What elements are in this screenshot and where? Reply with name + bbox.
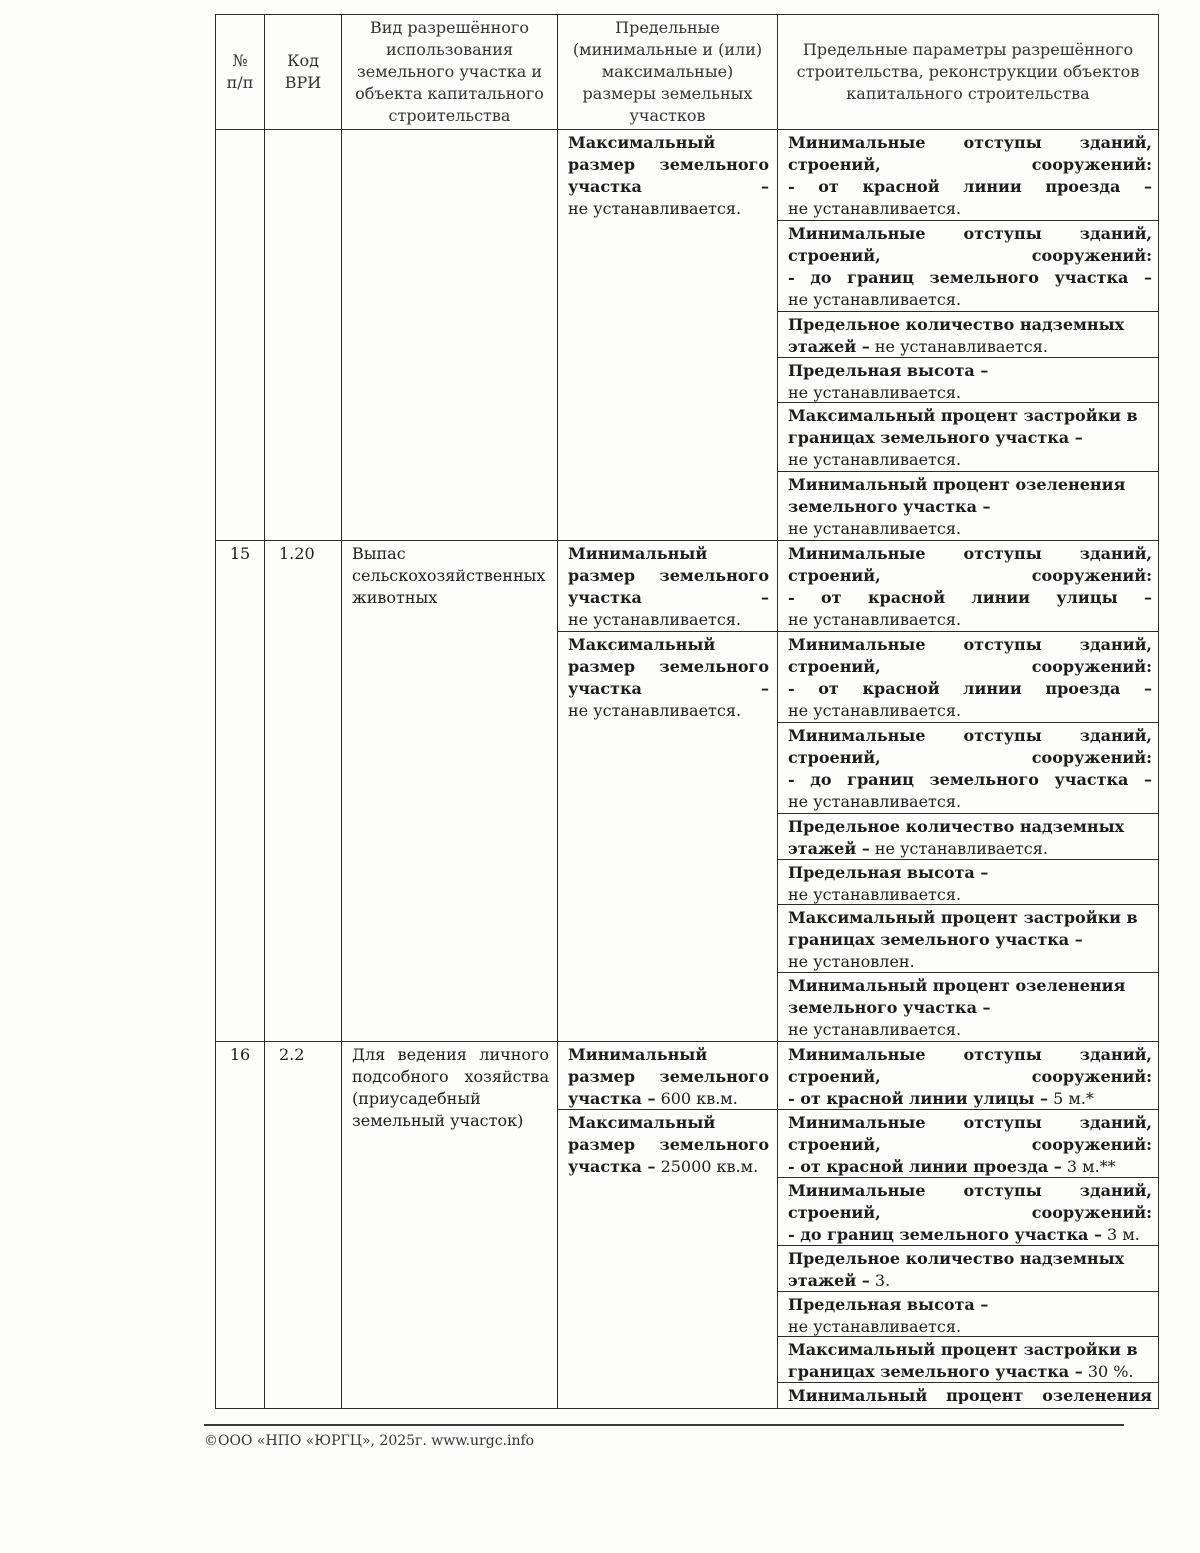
param-item: [778, 860, 1158, 905]
param-item: [778, 130, 1158, 221]
param-item: [778, 973, 1158, 1041]
table-header-row: [216, 15, 1159, 130]
param-value: не устанавливается.: [788, 383, 962, 402]
param-label: Минимальные отступы зданий, строений, сооружений:: [788, 133, 1152, 174]
param-label: Максимальный процент застройки в границах земельного участка –: [788, 1340, 1138, 1381]
sizes-cell: [558, 1042, 778, 1409]
param-value: не устанавливается.: [788, 450, 962, 469]
param-value: не устанавливается.: [788, 290, 962, 309]
param-item: [778, 1178, 1158, 1246]
param-value: не устанавливается.: [874, 839, 1048, 858]
param-value: 30 %.: [1087, 1362, 1134, 1381]
param-item: [778, 472, 1158, 540]
use-cell: Выпас сельскохозяйственных животных: [342, 541, 558, 1042]
param-item: [778, 723, 1158, 814]
param-sub: - от красной линии улицы –: [788, 588, 1152, 607]
param-item: [778, 358, 1158, 403]
param-item: [778, 1246, 1158, 1292]
param-value: 3.: [874, 1271, 891, 1290]
header-use: Вид разрешённого использования земельного участка и объекта капитального строительства: [342, 15, 558, 130]
header-params: Предельные параметры разрешённого строительства, реконструкции объектов капитального строительства: [778, 15, 1159, 130]
param-value: 5 м.*: [1053, 1089, 1094, 1108]
param-value: не устанавливается.: [788, 519, 962, 538]
param-value: не устанавливается.: [788, 701, 962, 720]
param-label: Минимальные отступы зданий, строений, сооружений:: [788, 544, 1152, 585]
param-label: Минимальные отступы зданий, строений, сооружений:: [788, 726, 1152, 767]
param-item: [778, 1042, 1158, 1110]
size-min-label-tail: участка –: [568, 1089, 656, 1108]
param-label: Предельное количество надземных этажей –: [788, 1249, 1125, 1290]
param-label: Минимальные отступы зданий, строений, сооружений:: [788, 1045, 1152, 1086]
param-value: не устанавливается.: [788, 1020, 962, 1039]
header-num: № п/п: [216, 15, 265, 130]
table-row: [216, 130, 1159, 541]
use-cell: Для ведения личного подсобного хозяйства (приусадебный земельный участок): [342, 1042, 558, 1409]
param-label: Минимальный процент озеленения земельного участка –: [788, 976, 1126, 1017]
param-label: Максимальный процент застройки в границах земельного участка –: [788, 908, 1138, 949]
header-code: Код ВРИ: [265, 15, 342, 130]
param-sub: - до границ земельного участка –: [788, 1225, 1102, 1244]
code-cell: [265, 130, 342, 541]
param-item: [778, 403, 1158, 472]
size-max-value: 25000 кв.м.: [660, 1157, 759, 1176]
regulations-table: [215, 14, 1159, 1409]
size-max-value: не устанавливается.: [568, 199, 742, 218]
num-cell: 15: [216, 541, 265, 1042]
params-cell: [778, 130, 1159, 541]
param-value: не устанавливается.: [788, 885, 962, 904]
size-max-label: Максимальный размер земельного: [568, 1113, 769, 1154]
param-label: Предельная высота –: [788, 1295, 989, 1314]
sizes-cell: [558, 541, 778, 1042]
footer-divider: [204, 1424, 1124, 1426]
param-label: Минимальные отступы зданий, строений, сооружений:: [788, 1181, 1152, 1222]
param-value: 3 м.: [1107, 1225, 1140, 1244]
table-row: [216, 541, 1159, 1042]
sizes-cell: [558, 130, 778, 541]
size-max-label-tail: участка –: [568, 1157, 656, 1176]
param-sub: - до границ земельного участка –: [788, 770, 1152, 789]
param-value: не установлен.: [788, 952, 915, 971]
size-min-label: Минимальный размер земельного участка –: [568, 544, 769, 607]
param-label: Минимальные отступы зданий, строений, сооружений:: [788, 1113, 1152, 1154]
size-min-value: 600 кв.м.: [660, 1089, 738, 1108]
param-item: [778, 541, 1158, 632]
param-value: не устанавливается.: [788, 610, 962, 629]
code-cell: 2.2: [265, 1042, 342, 1409]
param-sub: - от красной линии проезда –: [788, 679, 1152, 698]
param-item: [778, 1110, 1158, 1178]
header-sizes: Предельные (минимальные и (или) максимальные) размеры земельных участков: [558, 15, 778, 130]
param-label: Предельная высота –: [788, 863, 989, 882]
param-label: Минимальные отступы зданий, строений, сооружений:: [788, 224, 1152, 265]
code-cell: 1.20: [265, 541, 342, 1042]
use-cell: [342, 130, 558, 541]
params-cell: [778, 1042, 1159, 1409]
param-sub: - до границ земельного участка –: [788, 268, 1152, 287]
param-item: [778, 221, 1158, 312]
param-sub: - от красной линии проезда –: [788, 1157, 1062, 1176]
param-value: не устанавливается.: [788, 1317, 962, 1336]
param-item: [778, 312, 1158, 358]
param-item: [778, 1337, 1158, 1383]
param-item: [778, 1292, 1158, 1337]
param-label: Минимальный процент озеленения: [788, 1386, 1152, 1404]
param-item: [778, 814, 1158, 860]
param-value: не устанавливается.: [874, 337, 1048, 356]
table-row: [216, 1042, 1159, 1409]
param-label: Минимальный процент озеленения земельного участка –: [788, 475, 1126, 516]
size-max-label: Максимальный размер земельного участка –: [568, 133, 769, 196]
param-item: [778, 632, 1158, 723]
size-min-label: Минимальный размер земельного: [568, 1045, 769, 1086]
param-label: Минимальные отступы зданий, строений, сооружений:: [788, 635, 1152, 676]
size-min-value: не устанавливается.: [568, 610, 742, 629]
param-label: Предельное количество надземных этажей –: [788, 315, 1125, 356]
param-value: 3 м.**: [1066, 1157, 1116, 1176]
param-label: Предельная высота –: [788, 361, 989, 380]
param-item: [778, 905, 1158, 973]
footer-copyright: ©ООО «НПО «ЮРГЦ», 2025г. www.urgc.info: [204, 1433, 535, 1449]
size-max-label: Максимальный размер земельного участка –: [568, 635, 769, 698]
param-item: [778, 1383, 1158, 1404]
params-cell: [778, 541, 1159, 1042]
param-value: не устанавливается.: [788, 199, 962, 218]
param-sub: - от красной линии проезда –: [788, 177, 1152, 196]
param-value: не устанавливается.: [788, 792, 962, 811]
param-sub: - от красной линии улицы –: [788, 1089, 1049, 1108]
num-cell: [216, 130, 265, 541]
param-label: Максимальный процент застройки в границах земельного участка –: [788, 406, 1138, 447]
size-max-value: не устанавливается.: [568, 701, 742, 720]
param-label: Предельное количество надземных этажей –: [788, 817, 1125, 858]
num-cell: 16: [216, 1042, 265, 1409]
